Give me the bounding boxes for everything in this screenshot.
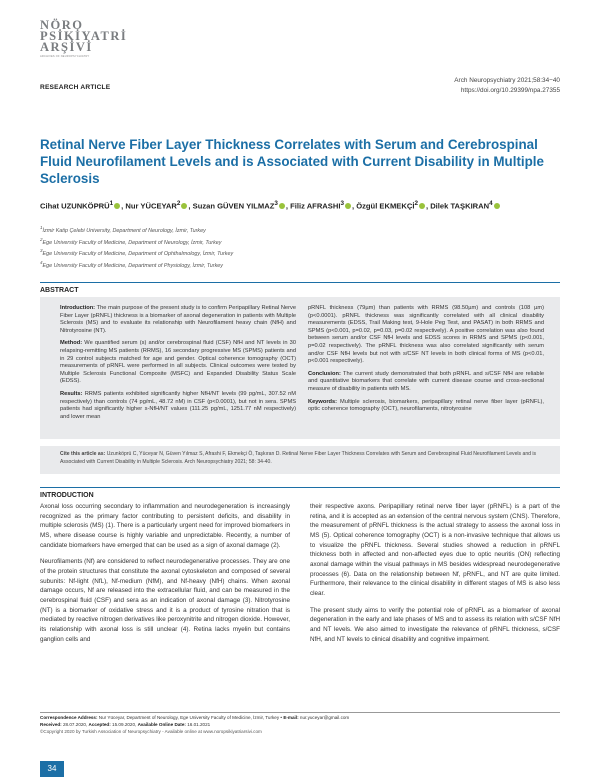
orcid-icon[interactable] bbox=[419, 203, 425, 209]
body-paragraph: Neurofilaments (Nf) are considered to reflect neurodegenerative processes. They are one of the protein structures that constitute the axonal cytoskeleton and composed of several subunits: Nf-light (NfL), Nf-medium (NfM), and Nf-heavy (NfH) chains. When axonal damage occurs, Nf are released into the extracellular fluid, and can be measured in the cerebrospinal fluid (CSF) and sera as an indication of axonal damage (3). Nitrotyrosine (NT) is a biomarker of oxidative stress and it is a product of tyrosine nitration that is mediated by reactive nitrogen derivatives like peroxynitrite and nitrogen dioxide. However, its relationship with axonal loss is still unclear (4). Retina lacks myelin but contains ganglion cells and bbox=[40, 558, 290, 643]
citation-box bbox=[40, 446, 560, 474]
abstract-box bbox=[40, 297, 560, 439]
logo-line-3: ARŞİVİ bbox=[40, 40, 93, 54]
author-name: Suzan GÜVEN YILMAZ bbox=[192, 201, 275, 211]
author-name: Dilek TAŞKIRAN bbox=[430, 201, 490, 211]
author-sup: 4 bbox=[489, 200, 493, 207]
abstract-results: Results: RRMS patients exhibited significantly higher NfH/NT levels (99 pg/mL, 307.52 nM respectively) than controls (74 pg/mL, 48.72 nM) in CSF (p<0.0001), but not in sera. SPMS patients had significantly higher s-NfH/NT values (111.25 pg/mL, 1251.77 nM respectively) and lower mean bbox=[60, 390, 296, 420]
footer bbox=[40, 712, 560, 735]
affiliation-item: $^3$Ege University Faculty of Medicine, Department of Ophthalmology, İzmir, Turkey bbox=[40, 248, 234, 257]
author-sup: 2 bbox=[414, 200, 418, 207]
body-paragraph: their respective axons. Peripapillary retinal nerve fiber layer (pRNFL) is a part of the retina, and it is accepted as an extension of the central nervous system (CNS). Therefore, the measurement of pRNFL thickness is the actual strategy to assess the axonal loss in MS (5). Optical coherence tomography (OCT) is a non-invasive technique that allows us to visualize the pRNFL thickness. Several studies showed a reduction in pRNFL thickness both in affected and non-affected eyes due to optic neuritis (ON) reflecting axonal damage within the visual pathways in MS besides widespread neurodegenerative processes (6). Data on the relationship between Nf, pRNFL, and NT are quite limited. Furthermore, their relevance to the clinical disability in different stages of MS is also less clear. bbox=[310, 503, 560, 597]
orcid-icon[interactable] bbox=[114, 203, 120, 209]
copyright-line: ©Copyright 2020 by Turkish Association of Neuropsychiatry - Available online at www.noropsikiyatriarsivi.com bbox=[40, 728, 262, 734]
correspondence-line: Correspondence Address: Nur Yüceyar, Department of Neurology, Ege University Faculty of Medicine, İzmir, Turkey • E-mail: nur.yuceyar@gmail.com bbox=[40, 715, 350, 720]
affiliation-item: $^2$Ege University Faculty of Medicine, Department of Neurology, İzmir, Turkey bbox=[40, 236, 222, 246]
author-sup: 3 bbox=[340, 200, 344, 207]
abstract-left-column bbox=[60, 305, 296, 426]
author-name: Özgül EKMEKÇİ bbox=[356, 201, 415, 211]
body-paragraph: Axonal loss occurring secondary to inflammation and neurodegeneration is increasingly recognized as the primary factor contributing to persistent deficits, and disability in multiple sclerosis (MS) (1). There is a particularly urgent need for improved biomarkers in MS, where disease course is highly variable and unpredictable. Recently, a number of candidate biomarkers have emerged that can be used as a sign of axonal damage (2). bbox=[40, 503, 290, 549]
dates-line: Received: 28.07.2020, Accepted: 15.09.2020, Available Online Date: 16.01.2021 bbox=[40, 721, 211, 727]
author-list: Cihat UZUNKÖPRÜ$^1$ , Nur YÜCEYAR$^2$ , Suzan GÜVEN YILMAZ$^3$ , Filiz AFRASHI$^3$ , Özgül EKMEKÇİ$^2$ , Dilek TAŞKIRAN$^4$ bbox=[40, 198, 560, 212]
author-name: Filiz AFRASHI bbox=[290, 201, 341, 211]
affiliation-item: $^1$İzmir Katip Çelebi University, Department of Neurology, İzmir, Turkey bbox=[40, 225, 206, 234]
journal-logo bbox=[40, 18, 128, 58]
abstract-right-column bbox=[308, 305, 544, 419]
citation-text: Cite this article as: Uzunköprü C, Yüceyar N, Güven Yılmaz S, Afrashi F, Ekmekçi Ö, Taşkıran D. Retinal Nerve Fiber Layer Thickness Correlates with Serum and Cerebrospinal Fluid Neurofilament Levels and is Associated with Current Disability in Multiple Sclerosis. Arch Neuropsychiatry 2021; 58: 34-40. bbox=[60, 451, 537, 465]
abstract-results-continued: pRNFL thickness (79µm) than patients with RRMS (98.50µm) and controls (108 µm) (p<0.0001). pRNFL thickness was significantly correlated with all clinical disability measurements (EDSS, Trail Making test, 9-Hole Peg Test, and PASAT) in both RRMS and SPMS (p<0.001, p=0.02, p=0.03, p=0.02 respectively). A positive correlation was also found between serum and/or CSF NfH levels and EDSS scores in RRMS and SPMS (p<0.001, p=0.02 respectively). The pRNFL thickness was also correlated significantly with serum and/or CSF NfH levels but not with s/CSF NT levels in both clinical forms of MS (p<0.01, p<0.001 respectively). bbox=[308, 305, 544, 365]
author-name: Nur YÜCEYAR bbox=[125, 201, 177, 211]
body-right-column bbox=[310, 502, 560, 651]
logo-subtitle: ARCHIVES OF NEUROPSYCHIATRY bbox=[40, 55, 90, 58]
affiliation-item: $^4$Ege University Faculty of Medicine, Department of Physiology, İzmir, Turkey bbox=[40, 259, 223, 269]
author-sup: 3 bbox=[274, 200, 278, 207]
body-paragraph: The present study aims to verify the potential role of pRNFL as a biomarker of axonal degeneration in the early and late phases of MS and to assess its relation with s/CSF NfH and NT levels. We also aimed to investigate the relevance of pRNFL thickness, s/CSF NfH, and NT levels to clinical disability and cognitive impairment. bbox=[310, 606, 560, 643]
author-sup: 1 bbox=[109, 200, 114, 207]
section-label: RESEARCH ARTICLE bbox=[40, 84, 111, 91]
author-name: Cihat UZUNKÖPRÜ bbox=[40, 201, 110, 211]
abstract-keywords: Keywords: Multiple sclerosis, biomarkers, peripapillary retinal nerve fiber layer (pRNFL), optic coherence tomography (OCT), neurofilaments, nitrotyrosine bbox=[308, 398, 544, 413]
orcid-icon[interactable] bbox=[279, 203, 285, 209]
journal-reference bbox=[454, 76, 560, 96]
abstract-introduction: Introduction: The main purpose of the present study is to confirm Peripapillary Retinal Nerve Fiber Layer (pRNFL) thickness is a biomarker of axonal degeneration in patients with Multiple Sclerosis (MS) and to evaluate its relationship with Neurofilament heavy chain (NfH) and Nitrotyrosine (NT). bbox=[60, 305, 296, 334]
doi-link[interactable]: https://doi.org/10.29399/npa.27355 bbox=[460, 87, 560, 94]
abstract-method: Method: We quantified serum (s) and/or cerebrospinal fluid (CSF) NfH and NT levels in 30 relapsing-remitting MS patients (RRMS), 16 secondary progressive MS (SPMS) patients and in 29 control subjects matched for age and gender. Optical coherence tomography (OCT) measurements of pRNFL were performed in all subjects. Clinical outcomes were tested by Multiple Sclerosis Functional Composite (MSFC) and Expanded Disability Status Scale (EDSS). bbox=[60, 340, 296, 385]
abstract-conclusion: Conclusion: The current study demonstrated that both pRNFL and s/CSF NfH are reliable and quantitative biomarkers that correlate with current disease course and cross-sectional measure of disability in patients with MS. bbox=[308, 370, 544, 392]
article-title: Retinal Nerve Fiber Layer Thickness Correlates with Serum and Cerebrospinal Fluid Neurofilament Levels and is Associated with Current Disability in Multiple Sclerosis bbox=[40, 137, 544, 186]
introduction-heading: INTRODUCTION bbox=[40, 487, 560, 499]
page-number: 34 bbox=[40, 761, 64, 777]
orcid-icon[interactable] bbox=[494, 203, 500, 209]
abstract-heading: ABSTRACT bbox=[40, 282, 560, 294]
logo-line-1: NÖRO bbox=[40, 18, 84, 32]
journal-citation: Arch Neuropsychiatry 2021;58:34−40 bbox=[454, 77, 560, 84]
affiliations bbox=[40, 224, 560, 270]
email-link[interactable]: nur.yuceyar@gmail.com bbox=[298, 715, 350, 720]
body-left-column bbox=[40, 502, 290, 651]
orcid-icon[interactable] bbox=[181, 203, 187, 209]
orcid-icon[interactable] bbox=[345, 203, 351, 209]
author-sup: 2 bbox=[176, 200, 181, 207]
logo-line-2: PSİKİYATRİ bbox=[40, 29, 128, 43]
